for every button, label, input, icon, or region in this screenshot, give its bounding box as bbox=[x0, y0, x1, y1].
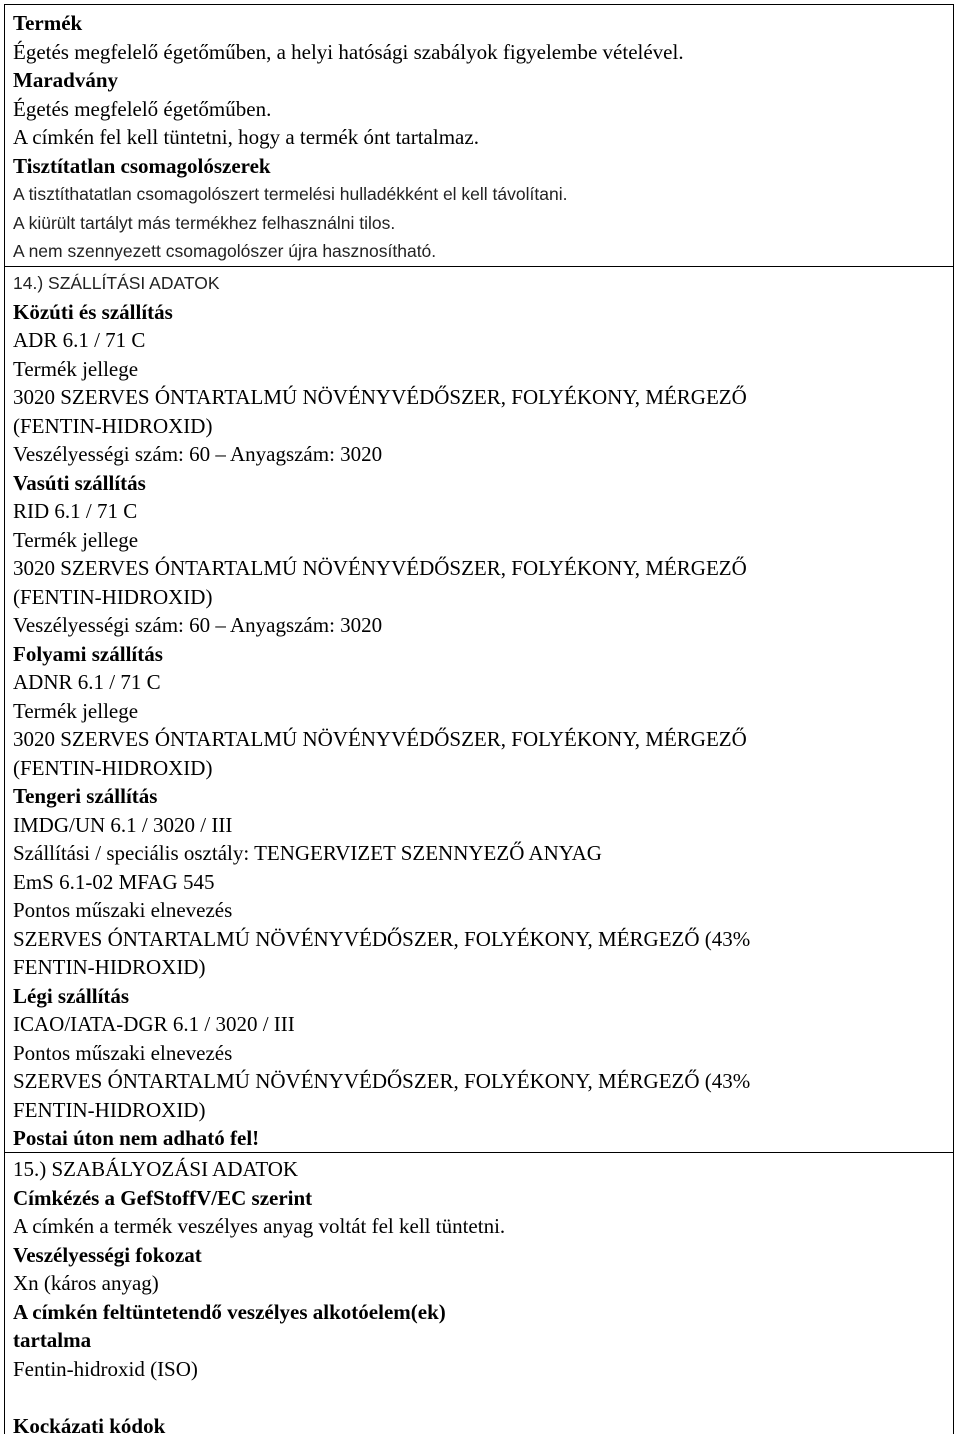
sea-name-1: SZERVES ÓNTARTALMÚ NÖVÉNYVÉDŐSZER, FOLYÉKONY, MÉRGEZŐ (43% bbox=[13, 925, 953, 954]
risk-heading: Kockázati kódok bbox=[13, 1412, 953, 1440]
section-title: 15.) SZABÁLYOZÁSI ADATOK bbox=[13, 1155, 953, 1184]
river-nature-label: Termék jellege bbox=[13, 697, 953, 726]
sea-ems: EmS 6.1-02 MFAG 545 bbox=[13, 868, 953, 897]
river-class: ADNR 6.1 / 71 C bbox=[13, 668, 953, 697]
hazard-text: Xn (káros anyag) bbox=[13, 1269, 953, 1298]
sea-name-label: Pontos műszaki elnevezés bbox=[13, 896, 953, 925]
labelling-heading: Címkézés a GefStoffV/EC szerint bbox=[13, 1184, 953, 1213]
components-heading-2: tartalma bbox=[13, 1326, 953, 1355]
hazard-heading: Veszélyességi fokozat bbox=[13, 1241, 953, 1270]
rail-class: RID 6.1 / 71 C bbox=[13, 497, 953, 526]
packaging-text-2: A kiürült tartályt más termékhez felhasználni tilos. bbox=[13, 209, 953, 238]
sea-special: Szállítási / speciális osztály: TENGERVIZET SZENNYEZŐ ANYAG bbox=[13, 839, 953, 868]
air-class: ICAO/IATA-DGR 6.1 / 3020 / III bbox=[13, 1010, 953, 1039]
section-regulatory bbox=[5, 1153, 953, 1435]
rail-heading: Vasúti szállítás bbox=[13, 469, 953, 498]
road-nature-1: 3020 SZERVES ÓNTARTALMÚ NÖVÉNYVÉDŐSZER, FOLYÉKONY, MÉRGEZŐ bbox=[13, 383, 953, 412]
section-disposal bbox=[5, 5, 953, 267]
section-title: 14.) SZÁLLÍTÁSI ADATOK bbox=[13, 269, 953, 298]
rail-nature-1: 3020 SZERVES ÓNTARTALMÚ NÖVÉNYVÉDŐSZER, FOLYÉKONY, MÉRGEZŐ bbox=[13, 554, 953, 583]
air-name-label: Pontos műszaki elnevezés bbox=[13, 1039, 953, 1068]
river-nature-2: (FENTIN-HIDROXID) bbox=[13, 754, 953, 783]
road-nature-label: Termék jellege bbox=[13, 355, 953, 384]
components-heading-1: A címkén feltüntetendő veszélyes alkotóelem(ek) bbox=[13, 1298, 953, 1327]
residue-text-2: A címkén fel kell tüntetni, hogy a termék ónt tartalmaz. bbox=[13, 123, 953, 152]
air-name-2: FENTIN-HIDROXID) bbox=[13, 1096, 953, 1125]
sea-heading: Tengeri szállítás bbox=[13, 782, 953, 811]
product-heading: Termék bbox=[13, 9, 953, 38]
sea-class: IMDG/UN 6.1 / 3020 / III bbox=[13, 811, 953, 840]
road-nature-2: (FENTIN-HIDROXID) bbox=[13, 412, 953, 441]
rail-nature-label: Termék jellege bbox=[13, 526, 953, 555]
rail-nature-2: (FENTIN-HIDROXID) bbox=[13, 583, 953, 612]
labelling-text: A címkén a termék veszélyes anyag voltát fel kell tüntetni. bbox=[13, 1212, 953, 1241]
product-text: Égetés megfelelő égetőműben, a helyi hatósági szabályok figyelembe vételével. bbox=[13, 38, 953, 67]
blank-line bbox=[13, 1383, 953, 1412]
post-note: Postai úton nem adható fel! bbox=[13, 1124, 953, 1153]
river-nature-1: 3020 SZERVES ÓNTARTALMÚ NÖVÉNYVÉDŐSZER, FOLYÉKONY, MÉRGEZŐ bbox=[13, 725, 953, 754]
packaging-text-3: A nem szennyezett csomagolószer újra hasznosítható. bbox=[13, 237, 953, 266]
road-class: ADR 6.1 / 71 C bbox=[13, 326, 953, 355]
packaging-heading: Tisztítatlan csomagolószerek bbox=[13, 152, 953, 181]
residue-text-1: Égetés megfelelő égetőműben. bbox=[13, 95, 953, 124]
road-numbers: Veszélyességi szám: 60 – Anyagszám: 3020 bbox=[13, 440, 953, 469]
air-heading: Légi szállítás bbox=[13, 982, 953, 1011]
packaging-text-1: A tisztíthatatlan csomagolószert termelési hulladékként el kell távolítani. bbox=[13, 180, 953, 209]
document-page bbox=[4, 4, 954, 1434]
road-heading: Közúti és szállítás bbox=[13, 298, 953, 327]
river-heading: Folyami szállítás bbox=[13, 640, 953, 669]
air-name-1: SZERVES ÓNTARTALMÚ NÖVÉNYVÉDŐSZER, FOLYÉKONY, MÉRGEZŐ (43% bbox=[13, 1067, 953, 1096]
components-text: Fentin-hidroxid (ISO) bbox=[13, 1355, 953, 1384]
rail-numbers: Veszélyességi szám: 60 – Anyagszám: 3020 bbox=[13, 611, 953, 640]
section-transport bbox=[5, 267, 953, 1153]
sea-name-2: FENTIN-HIDROXID) bbox=[13, 953, 953, 982]
residue-heading: Maradvány bbox=[13, 66, 953, 95]
